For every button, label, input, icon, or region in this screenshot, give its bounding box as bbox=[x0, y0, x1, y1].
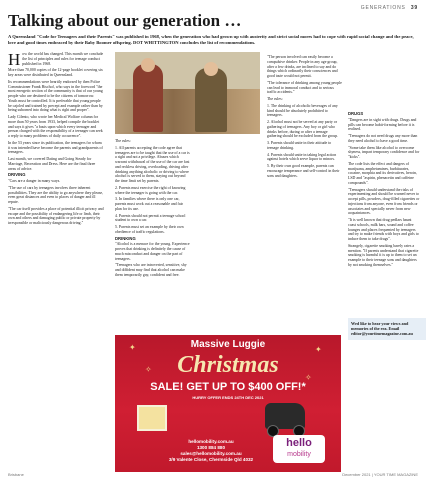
column-4 bbox=[348, 110, 420, 270]
paragraph: 4. Parents should not permit a teenage school student to own a car. bbox=[115, 213, 186, 223]
ad-sale-text: SALE! GET UP TO $400 OFF!* bbox=[150, 381, 306, 393]
drop-cap: H bbox=[8, 50, 21, 69]
reader-callout: Wed like to hear your views and memories of the era. Email editor@yourtimemagazine.com.au bbox=[348, 318, 426, 340]
subheading-drugs: DRUGS bbox=[348, 111, 364, 116]
footer-left: Brisbane bbox=[8, 472, 24, 477]
star-icon: ✦ bbox=[315, 345, 322, 354]
paragraph: "The car itself provides a place of potential illicit privacy and escape and the possibility of endangering life or limb, their own and others and damaging public or private property by irresponsible or maliciously dangerous driving." bbox=[8, 206, 104, 225]
paragraph: In the 53 years since its publication, the teenagers for whom it was intended have become the parents and grandparents of teenagers. bbox=[8, 140, 103, 155]
article-title: Talking about our generation … bbox=[8, 11, 242, 30]
paragraph: 4. Parents should unite in taking legal action against hotels which serve liquor to minors. bbox=[267, 152, 337, 162]
subheading-drinking: DRINKING bbox=[115, 235, 136, 241]
paragraph: "The use of cars by teenagers involves three inherent possibilities. They are the ability to go anywhere they please, even great distances and even to places of danger and ill repute. bbox=[8, 185, 104, 204]
paragraph: Last month, we covered Dating and Going Steady for Marriage, Recreation and Dress. Here are the final three areas of advice. bbox=[8, 157, 96, 171]
ad-contact-info bbox=[161, 439, 261, 463]
column-1 bbox=[8, 52, 104, 228]
footer-right: December 2021 | YOUR TIME MAGAZINE bbox=[342, 472, 418, 477]
paragraph: 2. Alcohol must not be served at any party or gathering of teenagers. Any boy or girl who drinks before, during or after a teenage gathering should be excluded from the group. bbox=[267, 120, 338, 139]
paragraph: More than 70,000 copies of the 12-page booklet covering six key areas were distributed in Queensland. bbox=[8, 68, 103, 77]
paragraph: Strangely, cigarette smoking barely rates a mention. "If parents understand that cigarette smoking is harmful it is up to them to set an example to their teenage sons and daughters by not smoking themselves." bbox=[348, 243, 419, 267]
section-name: GENERATIONS bbox=[360, 5, 406, 11]
paragraph: "Teenagers should understand the risks of experimenting and should be warned never to accept pills, powders, drug-filled cigarettes or injections from anyone, even from friends or associates and specially never from new acquaintances. bbox=[348, 187, 420, 216]
page-number: 39 bbox=[410, 5, 418, 11]
ad-headline: Christmas bbox=[177, 352, 279, 378]
paragraph: The rules: bbox=[267, 97, 283, 101]
paragraph: "Some take them like alcohol to overcome shyness, impart temporary confidence and for "kicks". bbox=[348, 145, 420, 159]
paragraph: "It is well known that drug pedlars haunt coast schools, milk bars, sound and coffee lounges and places frequented by teenagers and try to make friends with boys and girls to induce them to take drugs". bbox=[348, 218, 419, 241]
paragraph: The rules: bbox=[115, 139, 131, 143]
paragraph: 5. By their own good example, parents can encourage temperance and self-control in their sons and daughters. bbox=[267, 164, 340, 178]
subheading-driving: DRIVING bbox=[8, 172, 26, 178]
column-2 bbox=[115, 139, 190, 280]
paragraph: 5. Parents must set an example by their own obedience of traffic regulations. bbox=[115, 225, 184, 234]
paragraph: 1. All parents accepting the code agree that teenagers are to be taught that the use of a car is a right and not a privilege. Abuses which warrant withdrawal of the use of the car are fast and reckless driving, overloading, driving after drinking anything alcoholic or driving to where alcohol is served to them, staying out beyond the time limit set by parents. bbox=[115, 145, 190, 183]
paragraph: "Dangers are in sight with drugs. Drugs and pills can become habit-forming before it is realised. bbox=[348, 117, 417, 132]
ad-website[interactable]: hellomobility.com.au bbox=[188, 439, 234, 444]
paragraph: 3. In families where there is only one car, parents must work out a reasonable and fair plan for its use. bbox=[115, 197, 183, 211]
paragraph: ow the world has changed. This month we conclude the list of principles and rules for teenage conduct published in 1968. bbox=[22, 52, 104, 66]
star-icon: ✦ bbox=[129, 343, 136, 352]
vintage-photo bbox=[115, 52, 260, 134]
ad-hurry-text: HURRY OFFER ENDS 24TH DEC 2021 bbox=[192, 395, 264, 400]
paragraph: 2. Parents must exercise the right of knowing where the teenager is going with the car. bbox=[115, 185, 186, 195]
ad-brand-top: Massive Luggie bbox=[190, 339, 266, 350]
paragraph: Its recommendations were heartily endorsed by then Police Commissioner Frank Bischof, who says in the foreword "the most energetic section of the community is that of our young people who are destined to be the citizens of tomorrow. Youth must be controlled. It is preferable that young people be cajoled and trained by precept and example rather than by being suborned into doing what is right and proper". bbox=[8, 79, 103, 113]
paragraph: Lady Cilento, who wrote her Medical Wolfare column for more than 50 years from 1933, helped compile the booklet and says it gives "a basis upon which every teenager and person charged with the responsibility of a teenager can seek a reply to many problems of daily occurrence". bbox=[8, 115, 103, 138]
page-footer bbox=[8, 472, 418, 477]
paragraph: "Teenagers who are introverted, sensitive, shy and diffident may find that alcohol can make them temporarily gay, confident and free. bbox=[115, 263, 187, 277]
christmas-sale-ad[interactable] bbox=[115, 335, 341, 472]
ad-address: 3/9 Valente Close, Chermside Qld 4032 bbox=[168, 457, 254, 462]
paragraph: "Alcohol is a menace for the young. Experience proves that drinking is definitely the cause of much misconduct and danger on the part of teenagers. bbox=[115, 242, 190, 261]
paragraph: 3. Parents should unite in their attitude to teenage drinking. bbox=[267, 141, 332, 150]
star-icon: ✧ bbox=[305, 373, 312, 382]
star-icon: ✧ bbox=[145, 365, 152, 374]
paragraph: 1. The drinking of alcoholic beverages of any kind should be absolutely prohibited to teenagers. bbox=[267, 103, 338, 118]
article-intro: A Queensland "Code for Teenagers and their Parents" was published in 1968, when the generation who had grown up with austerity and strict social mores had to cope with rapid social change and the peace, love and good times embraced by their Baby Boomer offspring. DOT WHITTINGTON concludes the list of recommendations. bbox=[8, 34, 414, 45]
ad-email[interactable]: sales@hellomobility.com.au bbox=[180, 451, 242, 456]
section-header bbox=[361, 5, 418, 11]
paragraph: "Cars are a danger in many ways. bbox=[8, 179, 61, 183]
gift-icon bbox=[137, 405, 167, 431]
hello-mobility-logo: hello mobility bbox=[273, 435, 325, 463]
paragraph: "The tolerance of drinking among young people can lead to immoral conduct and to serious traffic accidents." bbox=[267, 80, 342, 95]
ad-phone: 1300 884 880 bbox=[196, 445, 226, 450]
paragraph: "The person involved can easily become a compulsive drinker. People in any age group, after a few drinks, are inclined to say and do things which ordinarily their consciences and good taste would not permit. bbox=[267, 55, 338, 78]
paragraph: "Teenagers do not need drugs any more than they need alcohol to have a good time. bbox=[348, 134, 418, 143]
paragraph: The code lists the effect and dangers of marijuana, amphetamines, barbiturates, cocaine, morphia and its derivatives, heroin, LSD and "aspirin, phenacetin and caffeine compounds". bbox=[348, 161, 417, 185]
column-3 bbox=[267, 55, 343, 180]
